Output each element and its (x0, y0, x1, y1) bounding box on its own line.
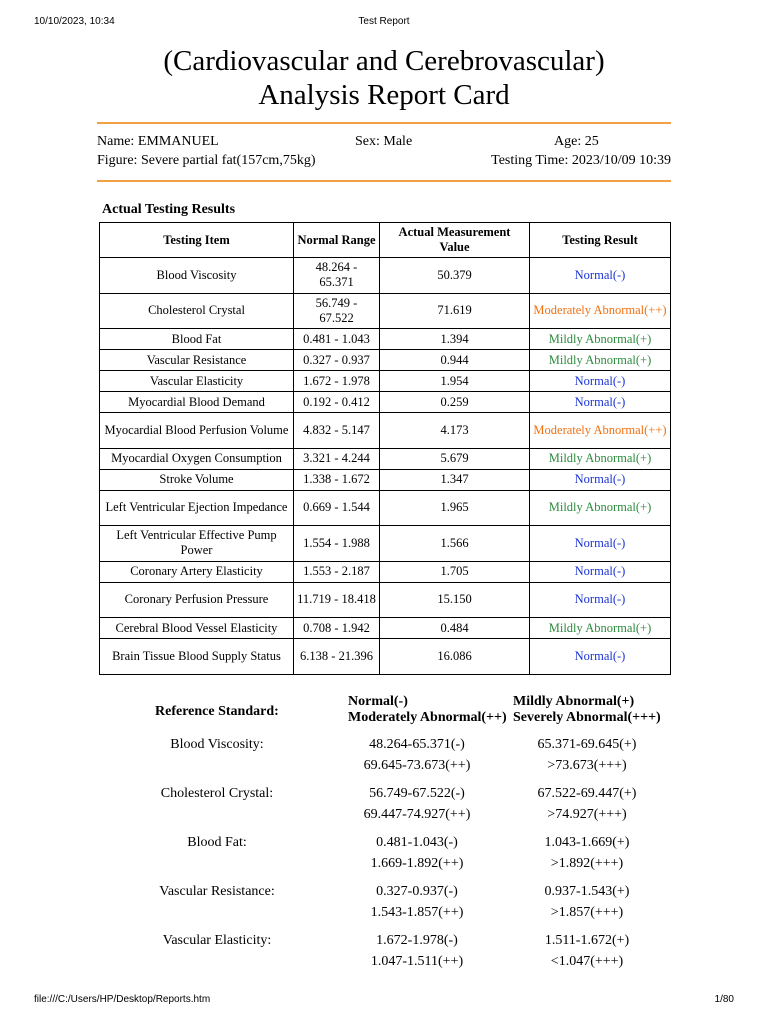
item-cell: Coronary Artery Elasticity (100, 561, 294, 582)
table-row (100, 258, 671, 294)
item-cell: Blood Fat (100, 329, 294, 350)
item-cell: Left Ventricular Effective Pump Power (100, 526, 294, 562)
reference-moderate: 1.669-1.892(++) (370, 856, 464, 871)
print-datetime: 10/10/2023, 10:34 (34, 16, 115, 27)
table-row (100, 490, 671, 526)
reference-name: Blood Fat: (187, 835, 247, 850)
range-cell: 1.553 - 2.187 (294, 561, 380, 582)
table-row (100, 392, 671, 413)
reference-item (97, 786, 677, 830)
item-cell: Myocardial Blood Perfusion Volume (100, 413, 294, 449)
value-cell: 1.954 (380, 371, 530, 392)
reference-mild: 65.371-69.645(+) (537, 737, 637, 752)
table-row (100, 469, 671, 490)
reference-severe: >74.927(+++) (547, 807, 627, 822)
result-cell: Moderately Abnormal(++) (530, 293, 671, 329)
result-cell: Normal(-) (530, 582, 671, 618)
result-cell: Moderately Abnormal(++) (530, 413, 671, 449)
reference-header (97, 694, 677, 728)
reference-severe: >1.892(+++) (550, 856, 624, 871)
result-cell: Normal(-) (530, 639, 671, 675)
item-cell: Myocardial Oxygen Consumption (100, 448, 294, 469)
reference-moderate: 1.047-1.511(++) (370, 954, 464, 969)
value-cell: 0.259 (380, 392, 530, 413)
value-cell: 15.150 (380, 582, 530, 618)
range-cell: 6.138 - 21.396 (294, 639, 380, 675)
value-cell: 0.944 (380, 350, 530, 371)
range-cell: 11.719 - 18.418 (294, 582, 380, 618)
header-testing-result: Testing Result (530, 223, 671, 258)
reference-item (97, 933, 677, 977)
value-cell: 50.379 (380, 258, 530, 294)
results-header-row (100, 223, 671, 258)
value-cell: 1.347 (380, 469, 530, 490)
report-title-line1: (Cardiovascular and Cerebrovascular) (163, 45, 605, 77)
table-row (100, 448, 671, 469)
reference-item (97, 737, 677, 781)
reference-mild: 1.511-1.672(+) (544, 933, 630, 948)
range-cell: 0.708 - 1.942 (294, 618, 380, 639)
range-cell: 0.327 - 0.937 (294, 350, 380, 371)
reference-moderate: 1.543-1.857(++) (370, 905, 464, 920)
result-cell: Mildly Abnormal(+) (530, 618, 671, 639)
item-cell: Cerebral Blood Vessel Elasticity (100, 618, 294, 639)
legend-mild: Mildly Abnormal(+) (513, 694, 635, 709)
result-cell: Mildly Abnormal(+) (530, 329, 671, 350)
range-cell: 0.192 - 0.412 (294, 392, 380, 413)
reference-name: Cholesterol Crystal: (160, 786, 274, 801)
result-cell: Mildly Abnormal(+) (530, 448, 671, 469)
item-cell: Brain Tissue Blood Supply Status (100, 639, 294, 675)
result-cell: Normal(-) (530, 561, 671, 582)
patient-sex: Sex: Male (355, 134, 413, 149)
range-cell: 1.672 - 1.978 (294, 371, 380, 392)
reference-item (97, 884, 677, 928)
result-cell: Mildly Abnormal(+) (530, 490, 671, 526)
patient-name: Name: EMMANUEL (97, 134, 219, 149)
reference-name: Vascular Elasticity: (162, 933, 272, 948)
value-cell: 4.173 (380, 413, 530, 449)
table-row (100, 413, 671, 449)
reference-moderate: 69.447-74.927(++) (363, 807, 471, 822)
legend-normal: Normal(-) (348, 694, 408, 709)
print-header (0, 16, 768, 30)
range-cell: 0.669 - 1.544 (294, 490, 380, 526)
result-cell: Normal(-) (530, 258, 671, 294)
value-cell: 1.394 (380, 329, 530, 350)
reference-severe: >1.857(+++) (550, 905, 624, 920)
item-cell: Myocardial Blood Demand (100, 392, 294, 413)
item-cell: Cholesterol Crystal (100, 293, 294, 329)
value-cell: 1.566 (380, 526, 530, 562)
results-body (100, 258, 671, 675)
footer-path: file:///C:/Users/HP/Desktop/Reports.htm (34, 994, 211, 1005)
table-row (100, 526, 671, 562)
print-doc-title: Test Report (358, 16, 410, 27)
patient-age: Age: 25 (554, 134, 599, 149)
result-cell: Normal(-) (530, 526, 671, 562)
table-row (100, 561, 671, 582)
item-cell: Stroke Volume (100, 469, 294, 490)
table-row (100, 639, 671, 675)
header-normal-range: Normal Range (294, 223, 380, 258)
item-cell: Coronary Perfusion Pressure (100, 582, 294, 618)
item-cell: Vascular Elasticity (100, 371, 294, 392)
patient-figure: Figure: Severe partial fat(157cm,75kg) (97, 153, 316, 168)
reference-mild: 1.043-1.669(+) (544, 835, 630, 850)
result-cell: Normal(-) (530, 392, 671, 413)
result-cell: Mildly Abnormal(+) (530, 350, 671, 371)
reference-item (97, 835, 677, 879)
reference-severe: <1.047(+++) (550, 954, 624, 969)
reference-name: Vascular Resistance: (159, 884, 275, 899)
table-row (100, 582, 671, 618)
range-cell: 3.321 - 4.244 (294, 448, 380, 469)
reference-mild: 67.522-69.447(+) (537, 786, 637, 801)
value-cell: 0.484 (380, 618, 530, 639)
report-title-line2: Analysis Report Card (258, 79, 510, 111)
value-cell: 5.679 (380, 448, 530, 469)
reference-moderate: 69.645-73.673(++) (363, 758, 471, 773)
header-testing-item: Testing Item (100, 223, 294, 258)
range-cell: 4.832 - 5.147 (294, 413, 380, 449)
table-row (100, 329, 671, 350)
results-table (99, 222, 671, 675)
range-cell: 1.338 - 1.672 (294, 469, 380, 490)
result-cell: Normal(-) (530, 469, 671, 490)
table-row (100, 350, 671, 371)
bottom-divider (97, 180, 671, 182)
header-actual-value: Actual Measurement Value (380, 223, 530, 258)
patient-info-row1 (97, 134, 671, 152)
reference-normal: 0.481-1.043(-) (376, 835, 458, 850)
item-cell: Vascular Resistance (100, 350, 294, 371)
reference-severe: >73.673(+++) (547, 758, 627, 773)
range-cell: 0.481 - 1.043 (294, 329, 380, 350)
testing-time: Testing Time: 2023/10/09 10:39 (491, 153, 671, 168)
table-row (100, 618, 671, 639)
patient-info-row2 (97, 153, 671, 171)
value-cell: 1.965 (380, 490, 530, 526)
results-section-title: Actual Testing Results (102, 202, 236, 217)
reference-normal: 56.749-67.522(-) (369, 786, 465, 801)
table-row (100, 371, 671, 392)
footer-page: 1/80 (714, 994, 734, 1005)
reference-normal: 48.264-65.371(-) (369, 737, 465, 752)
result-cell: Normal(-) (530, 371, 671, 392)
top-divider (97, 122, 671, 124)
reference-mild: 0.937-1.543(+) (544, 884, 630, 899)
reference-normal: 1.672-1.978(-) (376, 933, 458, 948)
reference-name: Blood Viscosity: (170, 737, 264, 752)
legend-moderate: Moderately Abnormal(++) (348, 710, 507, 725)
report-title (0, 44, 768, 112)
table-row (100, 293, 671, 329)
value-cell: 71.619 (380, 293, 530, 329)
value-cell: 16.086 (380, 639, 530, 675)
item-cell: Blood Viscosity (100, 258, 294, 294)
range-cell: 1.554 - 1.988 (294, 526, 380, 562)
range-cell: 48.264 - 65.371 (294, 258, 380, 294)
value-cell: 1.705 (380, 561, 530, 582)
reference-label: Reference Standard: (155, 704, 279, 719)
legend-severe: Severely Abnormal(+++) (513, 710, 661, 725)
item-cell: Left Ventricular Ejection Impedance (100, 490, 294, 526)
print-footer (0, 994, 768, 1008)
range-cell: 56.749 - 67.522 (294, 293, 380, 329)
reference-normal: 0.327-0.937(-) (376, 884, 458, 899)
